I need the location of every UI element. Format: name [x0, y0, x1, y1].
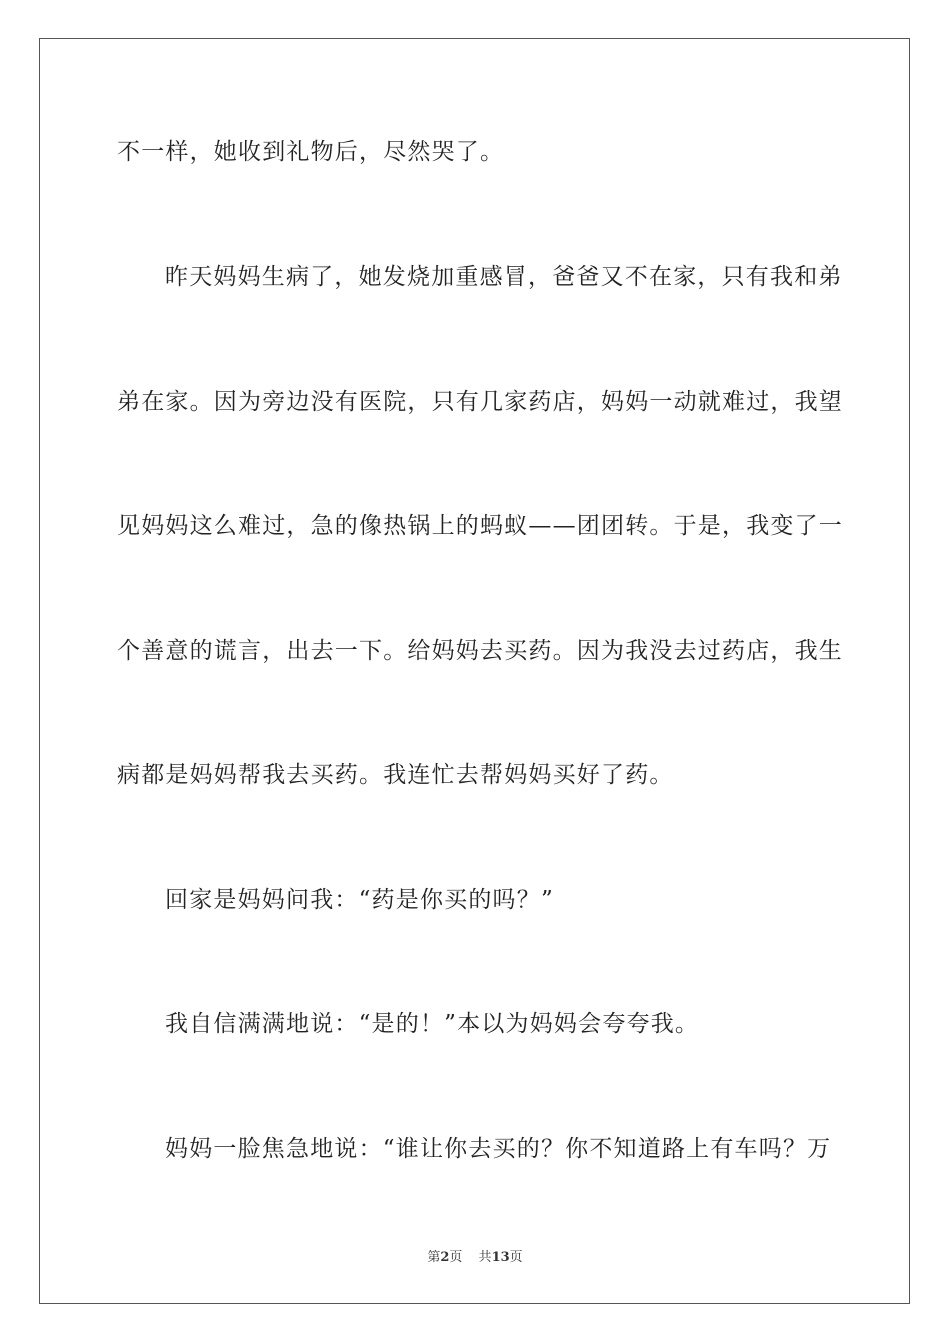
text-line-3: 弟在家。因为旁边没有医院，只有几家药店，妈妈一动就难过，我望: [117, 389, 843, 415]
text-line-5: 个善意的谎言，出去一下。给妈妈去买药。因为我没去过药店，我生: [117, 638, 843, 664]
text-line-1: 不一样，她收到礼物后，尽然哭了。: [117, 139, 505, 165]
page-number: 2: [440, 1250, 450, 1265]
page-suffix: 页: [449, 1250, 463, 1265]
page-prefix: 第: [427, 1250, 441, 1265]
total-prefix: 共: [478, 1250, 492, 1265]
total-number: 13: [491, 1250, 510, 1265]
total-indicator: [479, 1250, 523, 1265]
page-footer: [0, 1246, 950, 1265]
text-line-4: 见妈妈这么难过，急的像热锅上的蚂蚁——团团转。于是，我变了一: [117, 513, 843, 539]
text-line-8: 我自信满满地说：“是的！”本以为妈妈会夸夸我。: [165, 1011, 700, 1037]
page-indicator: [427, 1250, 462, 1265]
text-line-7: 回家是妈妈问我：“药是你买的吗？”: [165, 887, 554, 913]
text-line-2: 昨天妈妈生病了，她发烧加重感冒，爸爸又不在家，只有我和弟: [165, 264, 843, 290]
text-line-9: 妈妈一脸焦急地说：“谁让你去买的？你不知道路上有车吗？万: [165, 1136, 832, 1162]
total-suffix: 页: [509, 1250, 523, 1265]
text-line-6: 病都是妈妈帮我去买药。我连忙去帮妈妈买好了药。: [117, 762, 674, 788]
page-border: [39, 38, 910, 1304]
